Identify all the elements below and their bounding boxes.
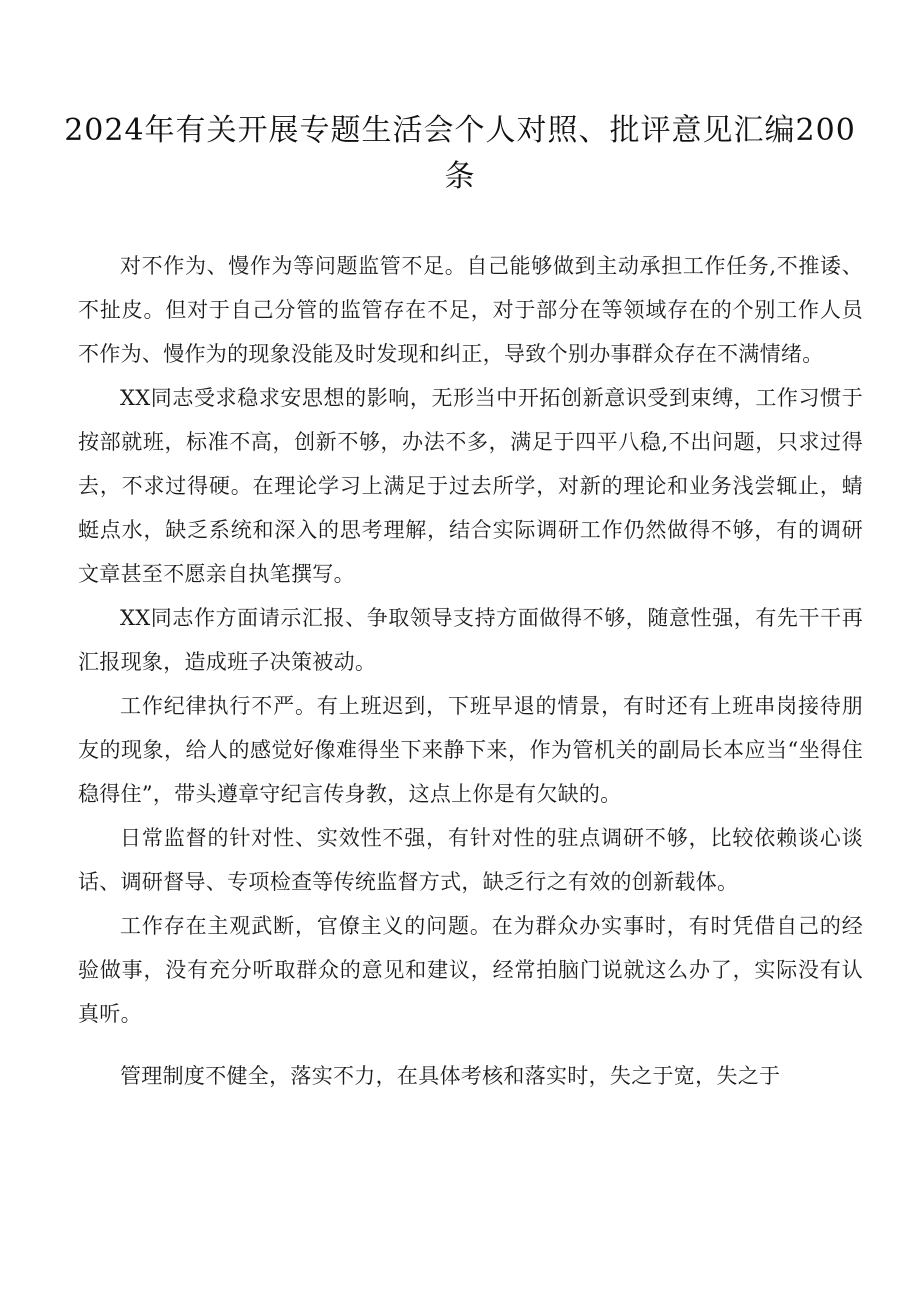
paragraph-7: 管理制度不健全，落实不力，在具体考核和落实时，失之于宽，失之于 (120, 1064, 781, 1088)
document-body (78, 244, 863, 1098)
paragraph-5: 日常监督的针对性、实效性不强，有针对性的驻点调研不够，比较依赖谈心谈话、调研督导、专项检查等传统监督方式，缺乏行之有效的创新载体。 (78, 826, 863, 894)
document-title: 2024年有关开展专题生活会个人对照、批评意见汇编200条 (64, 113, 856, 194)
paragraph-6: 工作存在主观武断，官僚主义的问题。在为群众办实事时，有时凭借自己的经验做事，没有充分听取群众的意见和建议，经常拍脑门说就这么办了，实际没有认真听。 (78, 914, 863, 1026)
paragraph-1: 对不作为、慢作为等问题监管不足。自己能够做到主动承担工作任务,不推诿、不扯皮。但对于自己分管的监管存在不足，对于部分在等领域存在的个别工作人员不作为、慢作为的现象没能及时发现和纠正，导致个别办事群众存在不满情绪。 (78, 254, 863, 366)
paragraph-3: XX同志作方面请示汇报、争取领导支持方面做得不够，随意性强，有先干干再汇报现象，造成班子决策被动。 (78, 606, 863, 674)
paragraph-4: 工作纪律执行不严。有上班迟到，下班早退的情景，有时还有上班串岗接待朋友的现象，给人的感觉好像难得坐下来静下来，作为管机关的副局长本应当“坐得住稳得住”，带头遵章守纪言传身教，这点上你是有欠缺的。 (78, 694, 863, 806)
paragraph-2: XX同志受求稳求安思想的影响，无形当中开拓创新意识受到束缚，工作习惯于按部就班，标准不高，创新不够，办法不多，满足于四平八稳,不出问题，只求过得去，不求过得硬。在理论学习上满足于过去所学，对新的理论和业务浅尝辄止，蜻蜓点水，缺乏系统和深入的思考理解，结合实际调研工作仍然做得不够，有的调研文章甚至不愿亲自执笔撰写。 (78, 386, 863, 586)
